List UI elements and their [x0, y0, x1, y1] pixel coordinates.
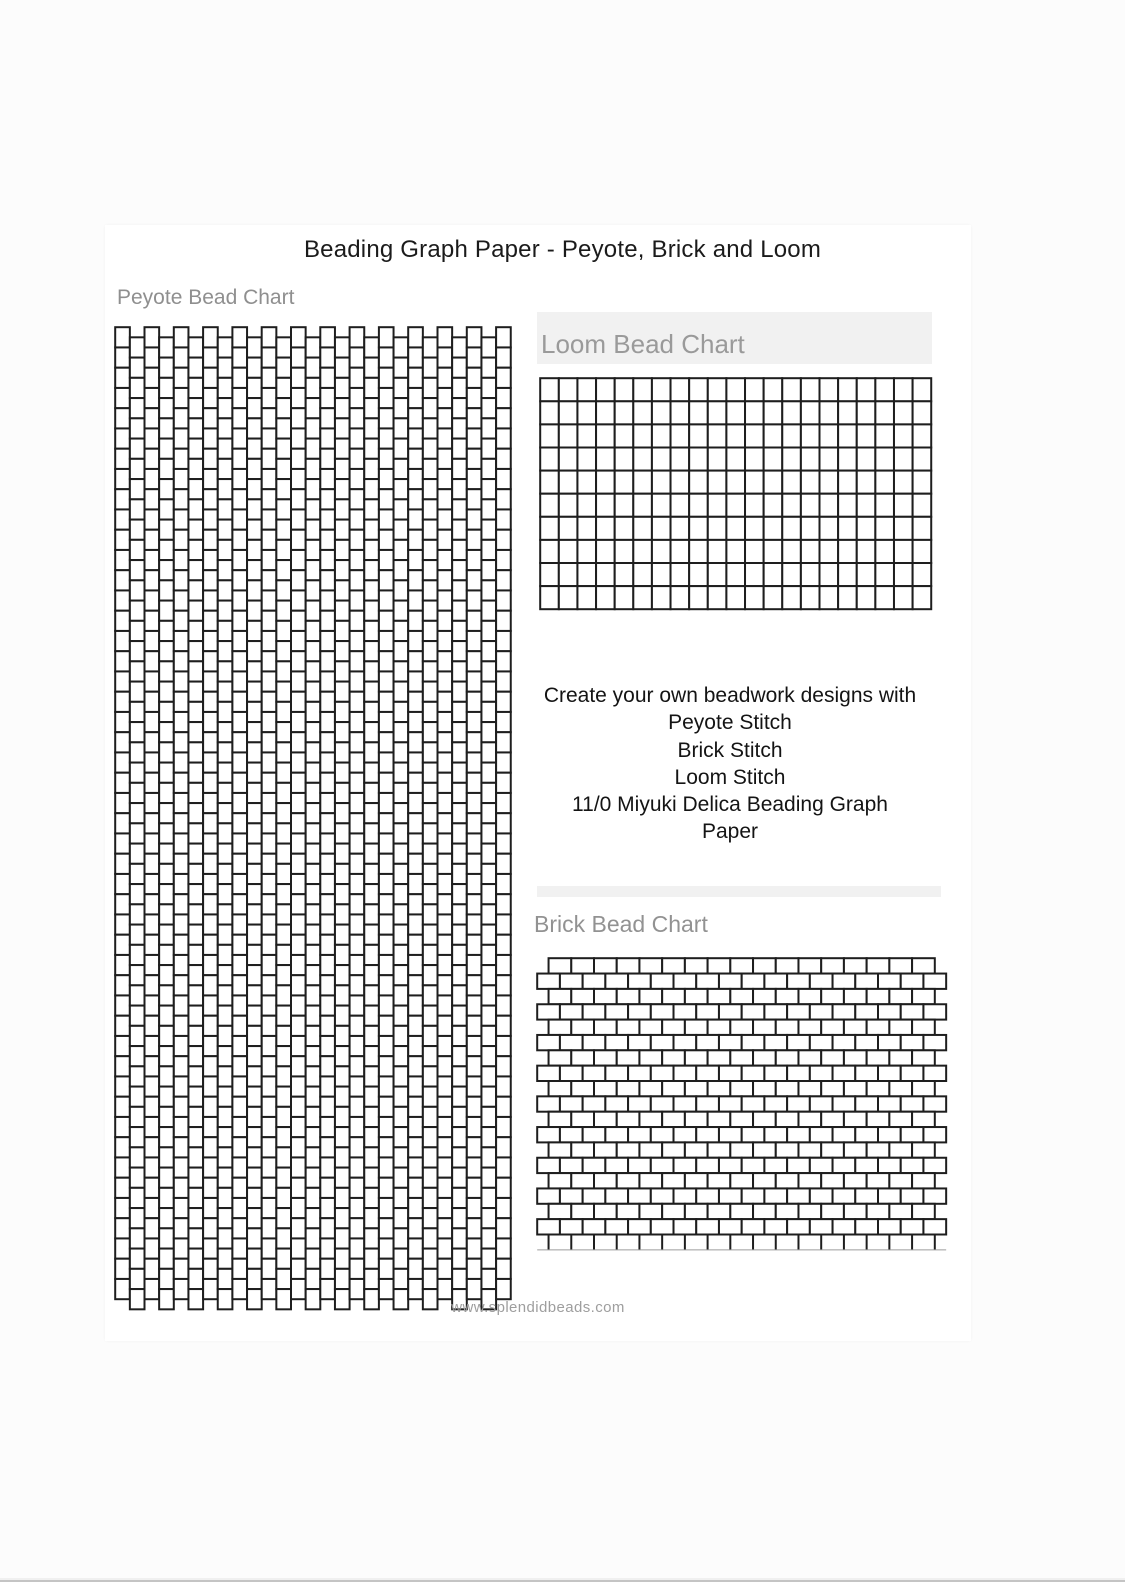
loom-bead-chart [539, 377, 933, 611]
website-url: www.splendidbeads.com [451, 1299, 625, 1316]
promo-line: Create your own beadwork designs with [543, 684, 917, 707]
peyote-chart-label: Peyote Bead Chart [117, 286, 295, 309]
promo-text [518, 682, 942, 846]
promo-line: Peyote Stitch [668, 711, 792, 735]
loom-chart-label: Loom Bead Chart [541, 329, 745, 359]
peyote-bead-chart [114, 326, 512, 1312]
page-title: Beading Graph Paper - Peyote, Brick and Loom [303, 236, 822, 263]
promo-line: 11/0 Miyuki Delica Beading Graph [572, 793, 888, 817]
brick-bead-chart [536, 957, 949, 1254]
promo-line: Brick Stitch [677, 738, 783, 762]
brick-chart-label: Brick Bead Chart [534, 911, 708, 937]
bottom-edge-line [0, 1578, 1125, 1582]
promo-line: Loom Stitch [674, 765, 786, 789]
brick-heading-band [537, 886, 941, 897]
promo-line: Paper [701, 820, 759, 844]
